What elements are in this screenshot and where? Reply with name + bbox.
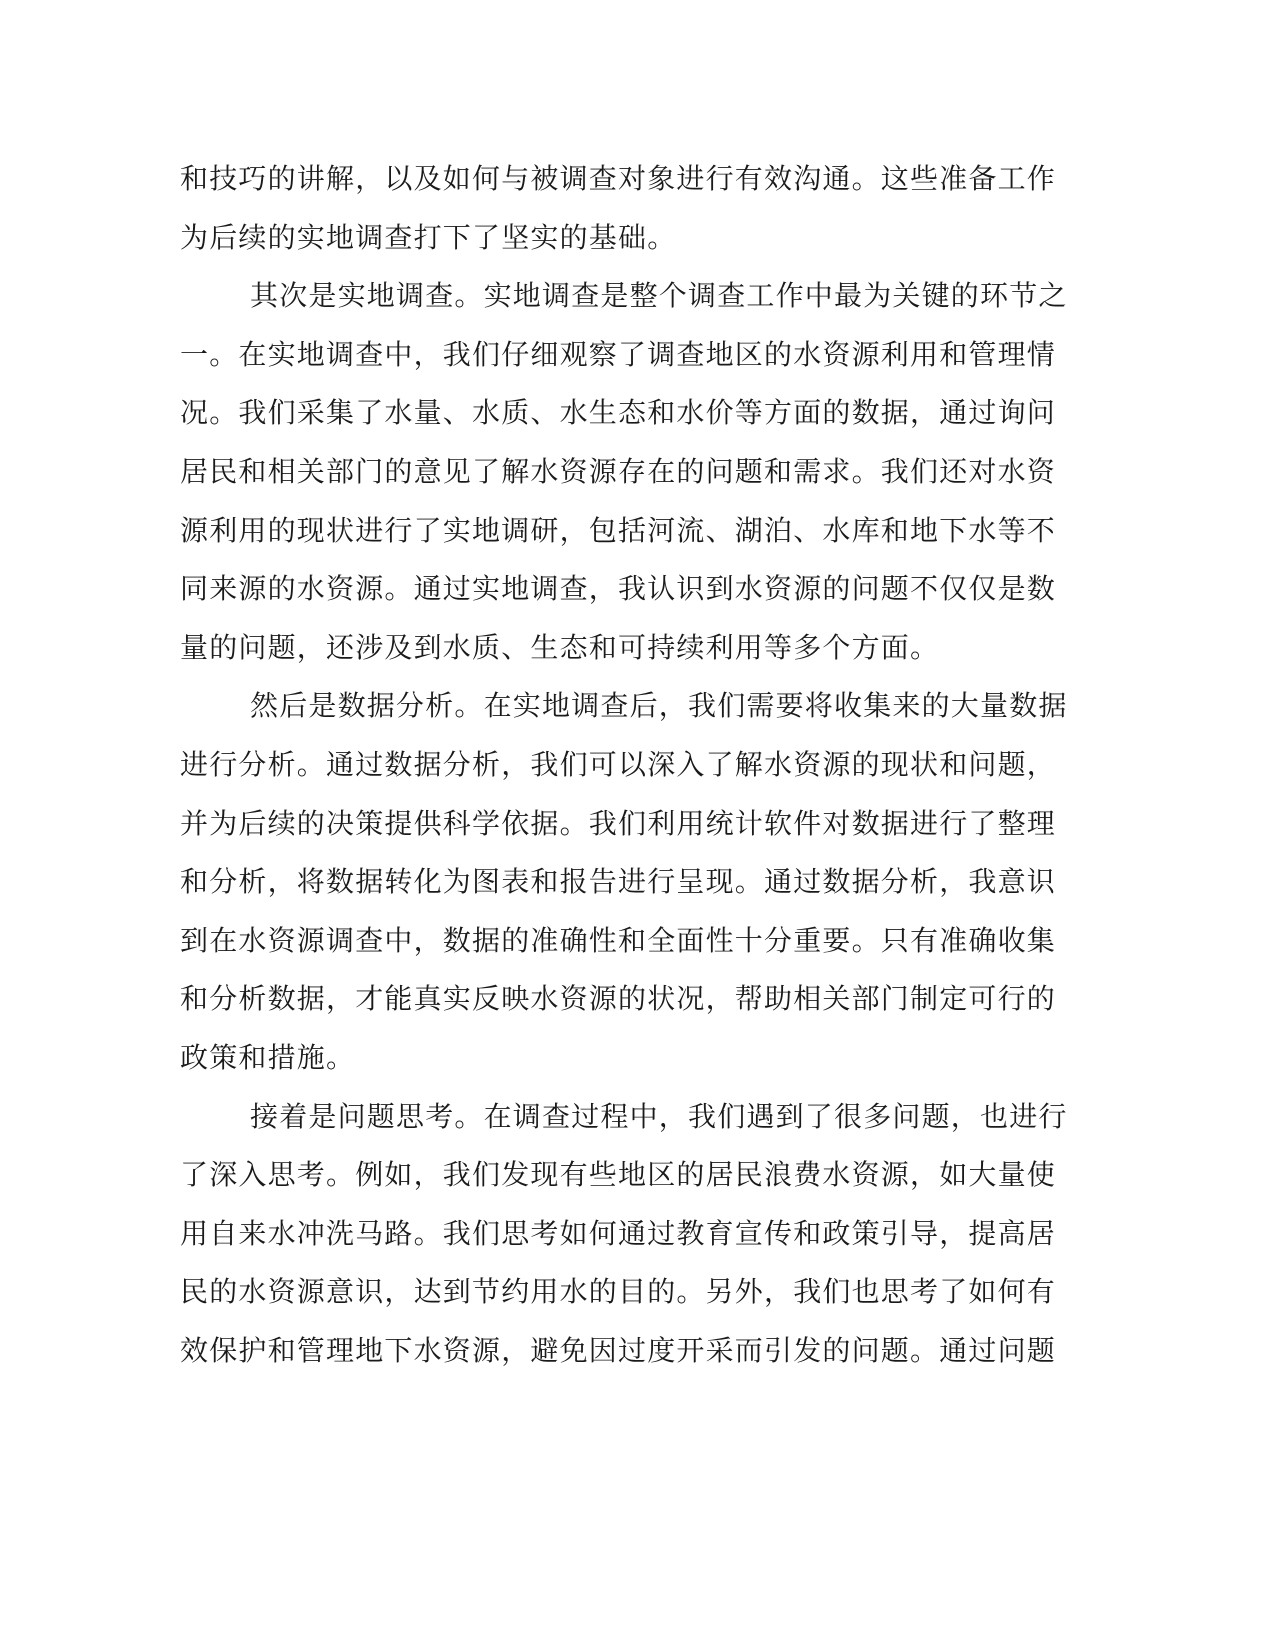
text-line: 居民和相关部门的意见了解水资源存在的问题和需求。我们还对水资	[180, 454, 1057, 488]
text-line: 量的问题，还涉及到水质、生态和可持续利用等多个方面。	[180, 630, 940, 664]
text-line: 况。我们采集了水量、水质、水生态和水价等方面的数据，通过询问	[180, 396, 1057, 430]
document-page	[180, 150, 1068, 1380]
text-line: 效保护和管理地下水资源，避免因过度开采而引发的问题。通过问题	[180, 1333, 1057, 1367]
text-line: 民的水资源意识，达到节约用水的目的。另外，我们也思考了如何有	[180, 1275, 1057, 1309]
text-line: 到在水资源调查中，数据的准确性和全面性十分重要。只有准确收集	[180, 923, 1057, 957]
text-line: 为后续的实地调查打下了坚实的基础。	[180, 220, 677, 254]
text-line: 用自来水冲洗马路。我们思考如何通过教育宣传和政策引导，提高居	[180, 1216, 1057, 1250]
text-line: 同来源的水资源。通过实地调查，我认识到水资源的问题不仅仅是数	[180, 572, 1057, 606]
text-line: 源利用的现状进行了实地调研，包括河流、湖泊、水库和地下水等不	[180, 513, 1057, 547]
text-line: 一。在实地调查中，我们仔细观察了调查地区的水资源利用和管理情	[180, 337, 1057, 371]
text-line: 和分析数据，才能真实反映水资源的状况，帮助相关部门制定可行的	[180, 982, 1057, 1016]
paragraph-problem-thinking	[180, 1088, 1068, 1381]
text-line: 接着是问题思考。在调查过程中，我们遇到了很多问题，也进行	[250, 1099, 1068, 1133]
text-line: 并为后续的决策提供科学依据。我们利用统计软件对数据进行了整理	[180, 806, 1057, 840]
text-line: 了深入思考。例如，我们发现有些地区的居民浪费水资源，如大量使	[180, 1158, 1057, 1192]
paragraph-data-analysis	[180, 677, 1068, 1087]
paragraph-continuation	[180, 150, 1057, 267]
text-line: 然后是数据分析。在实地调查后，我们需要将收集来的大量数据	[250, 689, 1068, 723]
text-line: 和分析，将数据转化为图表和报告进行呈现。通过数据分析，我意识	[180, 865, 1057, 899]
text-line: 进行分析。通过数据分析，我们可以深入了解水资源的现状和问题，	[180, 747, 1057, 781]
paragraph-field-survey	[180, 267, 1068, 677]
text-line: 其次是实地调查。实地调查是整个调查工作中最为关键的环节之	[250, 279, 1068, 313]
text-line: 和技巧的讲解，以及如何与被调查对象进行有效沟通。这些准备工作	[180, 162, 1057, 195]
text-line: 政策和措施。	[180, 1040, 356, 1074]
